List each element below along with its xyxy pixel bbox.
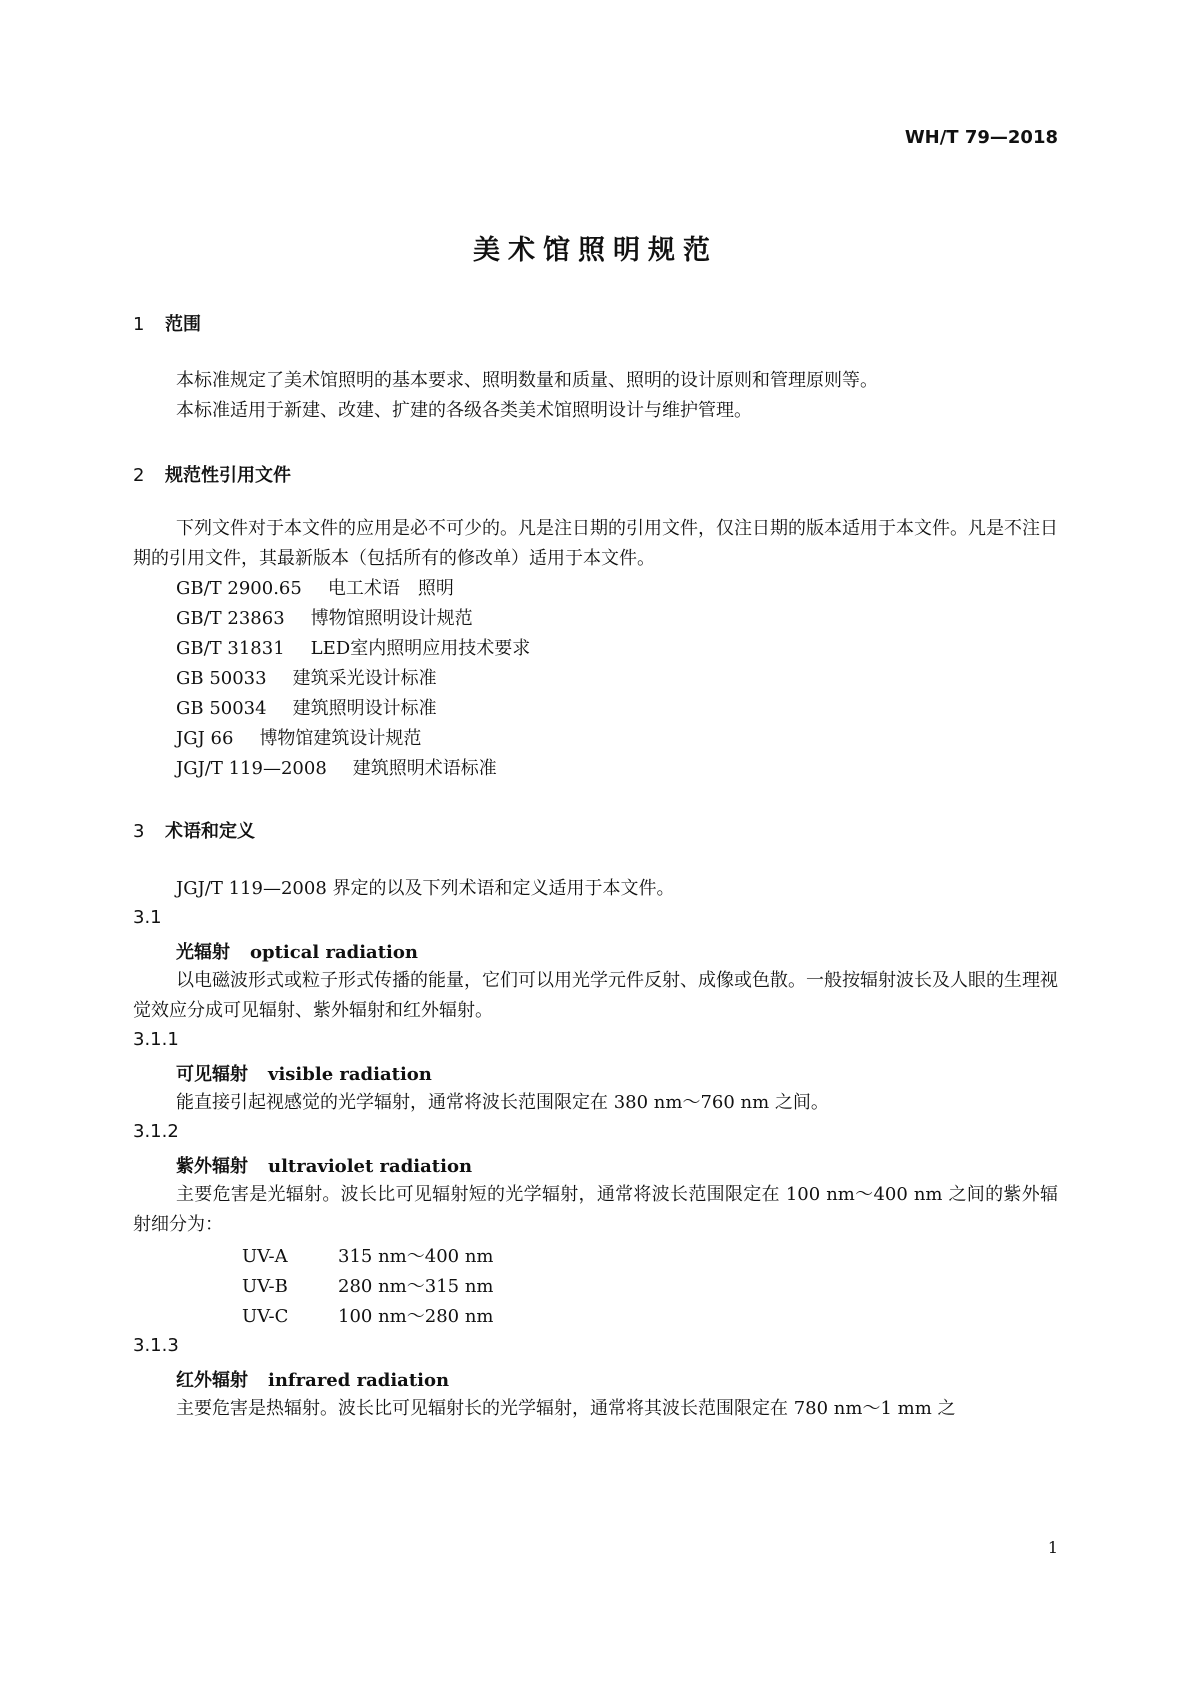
term-definition: 能直接引起视感觉的光学辐射，通常将波长范围限定在 380 nm～760 nm 之间。	[176, 1092, 829, 1113]
term-heading	[176, 1060, 432, 1086]
standard-number: WH/T 79—2018	[904, 127, 1058, 148]
reference-code: GB/T 23863	[176, 608, 285, 629]
uv-band-row	[242, 1302, 493, 1332]
section-number: 2	[133, 465, 145, 486]
section-title: 术语和定义	[165, 821, 255, 842]
reference-code: GB/T 2900.65	[176, 578, 302, 599]
reference-code: GB 50034	[176, 698, 267, 719]
scope-paragraph-2: 本标准适用于新建、改建、扩建的各级各类美术馆照明设计与维护管理。	[176, 400, 752, 421]
scope-paragraph-1: 本标准规定了美术馆照明的基本要求、照明数量和质量、照明的设计原则和管理原则等。	[176, 370, 878, 391]
uv-band-range: 100 nm～280 nm	[338, 1306, 494, 1327]
uv-band-range: 315 nm～400 nm	[338, 1246, 494, 1267]
term-zh: 可见辐射	[176, 1064, 248, 1085]
term-definition: 主要危害是热辐射。波长比可见辐射长的光学辐射，通常将其波长范围限定在 780 nm～1 mm 之	[176, 1398, 956, 1419]
reference-name: 博物馆照明设计规范	[310, 608, 473, 629]
term-definition: 主要危害是光辐射。波长比可见辐射短的光学辐射，通常将波长范围限定在 100 nm～400 nm 之间的紫外辐射细分为：	[133, 1184, 1058, 1235]
reference-item	[176, 574, 454, 604]
reference-code: JGJ 66	[176, 728, 234, 749]
reference-item	[176, 604, 473, 634]
uv-band-row	[242, 1272, 493, 1302]
term-en: visible radiation	[268, 1064, 432, 1085]
section-title: 规范性引用文件	[165, 465, 291, 486]
term-en: infrared radiation	[268, 1370, 450, 1391]
reference-item	[176, 634, 530, 664]
uv-band-range: 280 nm～315 nm	[338, 1276, 494, 1297]
reference-item	[176, 754, 497, 784]
clause-number: 3.1.2	[133, 1121, 179, 1142]
reference-code: GB/T 31831	[176, 638, 285, 659]
terms-intro: JGJ/T 119—2008 界定的以及下列术语和定义适用于本文件。	[176, 878, 675, 899]
section-title: 范围	[165, 314, 201, 335]
reference-name: 建筑照明术语标准	[352, 758, 497, 779]
reference-name: 博物馆建筑设计规范	[259, 728, 422, 749]
clause-number: 3.1.3	[133, 1335, 179, 1356]
reference-item	[176, 664, 437, 694]
uv-band-label: UV-A	[242, 1246, 288, 1267]
uv-band-label: UV-B	[242, 1276, 288, 1297]
references-intro: 下列文件对于本文件的应用是必不可少的。凡是注日期的引用文件，仅注日期的版本适用于本文件。凡是不注日期的引用文件，其最新版本（包括所有的修改单）适用于本文件。	[133, 518, 1058, 569]
reference-item	[176, 724, 421, 754]
uv-band-label: UV-C	[242, 1306, 289, 1327]
reference-name: 建筑照明设计标准	[292, 698, 437, 719]
term-definition: 以电磁波形式或粒子形式传播的能量，它们可以用光学元件反射、成像或色散。一般按辐射波长及人眼的生理视觉效应分成可见辐射、紫外辐射和红外辐射。	[133, 970, 1058, 1021]
reference-name: 电工术语 照明	[327, 578, 454, 599]
reference-code: JGJ/T 119—2008	[176, 758, 327, 779]
section-number: 3	[133, 821, 145, 842]
reference-code: GB 50033	[176, 668, 267, 689]
uv-band-row	[242, 1242, 493, 1272]
term-heading	[176, 1366, 449, 1392]
term-heading	[176, 938, 418, 964]
term-en: ultraviolet radiation	[268, 1156, 473, 1177]
clause-number: 3.1	[133, 907, 162, 928]
document-title: 美术馆照明规范	[473, 235, 718, 266]
reference-name: 建筑采光设计标准	[292, 668, 437, 689]
section-number: 1	[133, 314, 145, 335]
term-zh: 红外辐射	[176, 1370, 248, 1391]
section-3-heading	[133, 817, 255, 843]
section-1-heading	[133, 310, 201, 336]
term-zh: 光辐射	[176, 942, 230, 963]
page-number: 1	[1047, 1538, 1058, 1557]
term-heading	[176, 1152, 472, 1178]
reference-name: LED室内照明应用技术要求	[310, 638, 531, 659]
section-2-heading	[133, 461, 291, 487]
term-zh: 紫外辐射	[176, 1156, 248, 1177]
reference-item	[176, 694, 437, 724]
term-en: optical radiation	[250, 942, 418, 963]
clause-number: 3.1.1	[133, 1029, 179, 1050]
